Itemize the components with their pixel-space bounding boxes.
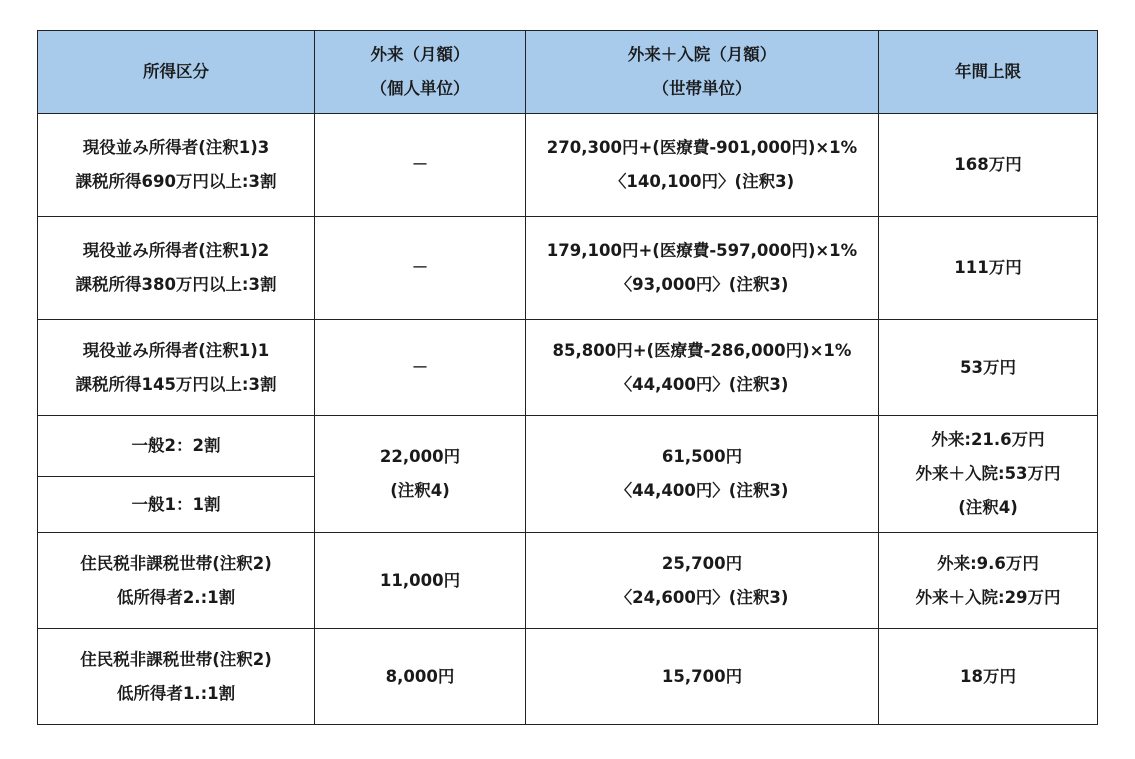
header-row [38,31,1098,114]
outpatient-cell: 11,000円 [315,533,526,629]
annual-limit-cell: 外来:21.6万円 外来＋入院:53万円 (注釈4) [879,416,1098,533]
header-income-category: 所得区分 [38,31,315,114]
outpatient-cell: 8,000円 [315,629,526,725]
income-category-cell: 現役並み所得者(注釈1)1 課税所得145万円以上:3割 [38,320,315,416]
header-annual-limit: 年間上限 [879,31,1098,114]
annual-limit-cell: 外来:9.6万円 外来＋入院:29万円 [879,533,1098,629]
outpatient-cell: － [315,114,526,217]
income-category-cell: 現役並み所得者(注釈1)3 課税所得690万円以上:3割 [38,114,315,217]
outpatient-cell: － [315,320,526,416]
table-row [38,320,1098,416]
table-row [38,416,1098,477]
table-row [38,114,1098,217]
income-category-cell: 現役並み所得者(注釈1)2 課税所得380万円以上:3割 [38,217,315,320]
household-cell: 15,700円 [526,629,879,725]
outpatient-cell: － [315,217,526,320]
household-cell: 25,700円 〈24,600円〉(注釈3) [526,533,879,629]
annual-limit-cell: 111万円 [879,217,1098,320]
annual-limit-cell: 18万円 [879,629,1098,725]
header-outpatient-inpatient-monthly: 外来＋入院（月額） （世帯単位） [526,31,879,114]
household-cell: 179,100円+(医療費-597,000円)×1% 〈93,000円〉(注釈3) [526,217,879,320]
cost-limit-table [37,30,1098,725]
income-category-cell-general-2: 一般2：2割 [38,416,315,477]
table-row [38,217,1098,320]
annual-limit-cell: 168万円 [879,114,1098,217]
table-row [38,533,1098,629]
household-cell: 270,300円+(医療費-901,000円)×1% 〈140,100円〉(注釈3) [526,114,879,217]
household-cell: 85,800円+(医療費-286,000円)×1% 〈44,400円〉(注釈3) [526,320,879,416]
income-category-cell: 住民税非課税世帯(注釈2) 低所得者1.:1割 [38,629,315,725]
household-cell: 61,500円 〈44,400円〉(注釈3) [526,416,879,533]
income-category-cell: 住民税非課税世帯(注釈2) 低所得者2.:1割 [38,533,315,629]
header-outpatient-monthly: 外来（月額） （個人単位） [315,31,526,114]
outpatient-cell: 22,000円 (注釈4) [315,416,526,533]
annual-limit-cell: 53万円 [879,320,1098,416]
table-row [38,629,1098,725]
income-category-cell-general-1: 一般1：1割 [38,477,315,533]
